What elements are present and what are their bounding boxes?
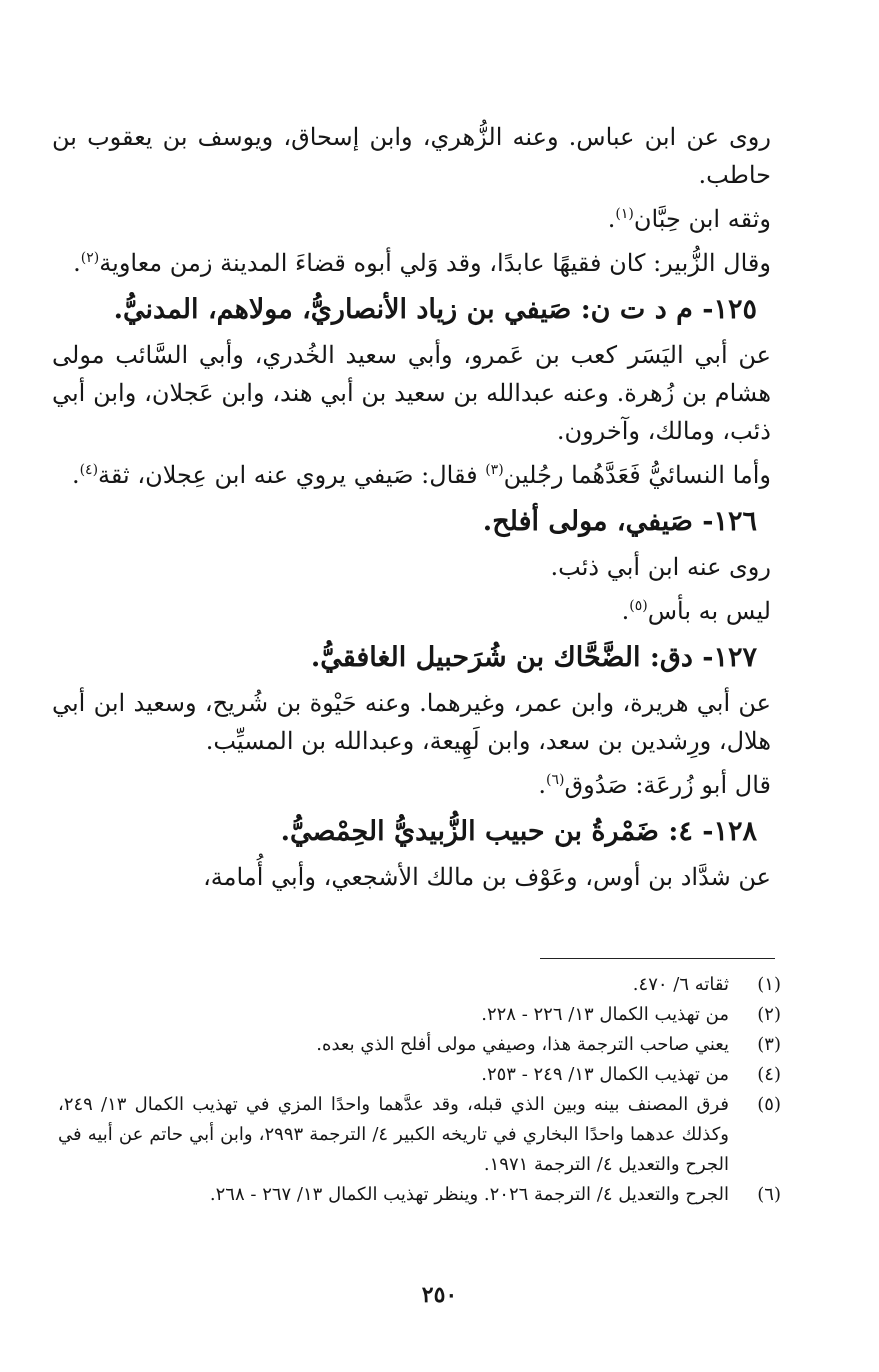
- paragraph: [52, 456, 809, 494]
- footnote-text: فرق المصنف بينه وبين الذي قبله، وقد عدَّهما واحدًا المزي في تهذيب الكمال ١٣/ ٢٤٩، وكذلك عدهما واحدًا البخاري في تاريخه الكبير ٤/ الترجمة ٢٩٩٣، وابن أبي حاتم عن أبيه في الجرح والتعديل ٤/ الترجمة ١٩٧١.: [58, 1094, 729, 1175]
- paragraph-end: .: [607, 205, 616, 233]
- footnote: [58, 1030, 781, 1060]
- paragraph-text: وقال الزُّبير: كان فقيهًا عابدًا، وقد وَلي أبوه قضاءَ المدينة زمن معاوية: [99, 249, 771, 277]
- footnote: [58, 1180, 781, 1210]
- paragraph: [52, 200, 809, 238]
- footnote-number: (١): [757, 974, 781, 995]
- paragraph: عن أبي اليَسَر كعب بن عَمرو، وأبي سعيد الخُدري، وأبي السَّائب مولى هشام بن زُهرة. وعنه عبدالله بن سعيد بن أبي هند، وابن عَجلان، وابن أبي ذئب، ومالك، وآخرون.: [52, 341, 771, 445]
- footnote: [58, 1090, 781, 1180]
- paragraph-end: .: [73, 249, 81, 277]
- footnote-text: من تهذيب الكمال ١٣/ ٢٤٩ - ٢٥٣.: [481, 1064, 729, 1085]
- paragraph-text: ليس به بأس: [647, 597, 771, 625]
- footnote-text: ثقاته ٦/ ٤٧٠.: [632, 974, 729, 995]
- paragraph: [52, 592, 809, 630]
- paragraph-text: وأما النسائيُّ فَعَدَّهُما رجُلين: [503, 461, 771, 489]
- footnote-ref[interactable]: (٦): [546, 772, 565, 788]
- footnote: [58, 970, 781, 1000]
- paragraph-text: فقال: صَيفي يروي عنه ابن عِجلان، ثقة: [98, 461, 486, 489]
- paragraph: عن شدَّاد بن أوس، وعَوْف بن مالك الأشجعي، وأبي أُمامة،: [203, 863, 771, 891]
- paragraph: [52, 244, 809, 282]
- main-text: [52, 118, 809, 902]
- paragraph: روى عن ابن عباس. وعنه الزُّهري، وابن إسحاق، ويوسف بن يعقوب بن حاطب.: [52, 123, 771, 189]
- paragraph-text: قال أبو زُرعَة: صَدُوق: [564, 771, 771, 799]
- footnote-divider: [540, 958, 775, 959]
- entry-heading: ١٢٦- صَيفي، مولى أفلح.: [482, 506, 757, 537]
- footnote-ref[interactable]: (٤): [79, 462, 99, 478]
- footnote-text: من تهذيب الكمال ١٣/ ٢٢٦ - ٢٢٨.: [481, 1004, 729, 1025]
- footnote: [58, 1060, 781, 1090]
- footnote-text: الجرح والتعديل ٤/ الترجمة ٢٠٢٦. وينظر تهذيب الكمال ١٣/ ٢٦٧ - ٢٦٨.: [209, 1184, 729, 1205]
- page-number: ٢٥٠: [421, 1282, 458, 1308]
- footnote-ref[interactable]: (٣): [485, 462, 504, 478]
- footnote-number: (٦): [757, 1184, 781, 1205]
- paragraph-end: .: [538, 771, 547, 799]
- paragraph: روى عنه ابن أبي ذئب.: [550, 553, 771, 581]
- footnote-number: (٥): [757, 1094, 781, 1115]
- footnote-ref[interactable]: (١): [615, 206, 634, 222]
- footnote: [58, 1000, 781, 1030]
- footnotes: [58, 970, 781, 1210]
- paragraph-text: وثقه ابن حِبَّان: [633, 205, 771, 233]
- paragraph: عن أبي هريرة، وابن عمر، وغيرهما. وعنه حَيْوة بن شُريح، وسعيد ابن أبي هلال، ورِشدين بن سعد، وابن لَهِيعة، وعبدالله بن المسيِّب.: [52, 689, 771, 755]
- footnote-text: يعني صاحب الترجمة هذا، وصيفي مولى أفلح الذي بعده.: [316, 1034, 729, 1055]
- footnote-ref[interactable]: (٢): [80, 250, 100, 266]
- entry-heading: ١٢٧- دق: الضَّحَّاك بن شُرَحبيل الغافقيُّ.: [310, 642, 757, 673]
- footnote-number: (٣): [757, 1034, 781, 1055]
- entry-heading: ١٢٨- ٤: ضَمْرةُ بن حبيب الزُّبيديُّ الحِمْصيُّ.: [280, 816, 757, 847]
- paragraph-end: .: [621, 597, 630, 625]
- footnote-ref[interactable]: (٥): [629, 598, 648, 614]
- footnote-number: (٤): [757, 1064, 781, 1085]
- paragraph: [52, 766, 809, 804]
- paragraph-end: .: [71, 461, 80, 489]
- entry-heading: ١٢٥- م د ت ن: صَيفي بن زياد الأنصاريُّ، مولاهم، المدنيُّ.: [113, 294, 757, 325]
- footnote-number: (٢): [757, 1004, 781, 1025]
